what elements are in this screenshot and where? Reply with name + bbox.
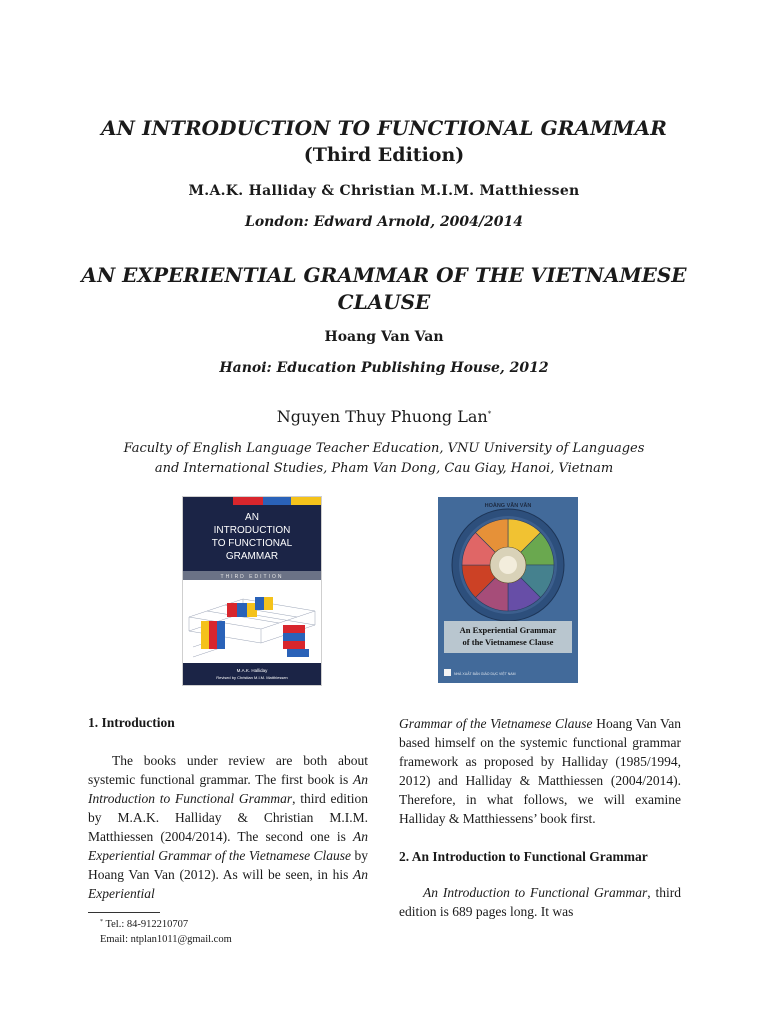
footnote (100, 915, 232, 947)
cover-image-experiential-grammar (438, 497, 578, 683)
affiliation-line2: and International Studies, Pham Van Dong, Cau Giay, Hanoi, Vietnam (154, 461, 614, 476)
left-column (88, 713, 368, 903)
book1-title: AN INTRODUCTION TO FUNCTIONAL GRAMMAR (101, 116, 667, 140)
intro-text-b: An Introduction to Functional Grammar (88, 772, 368, 806)
spacer (399, 828, 681, 847)
right-paragraph (399, 714, 681, 828)
intro-text-e: by Hoang Van Van (2012). As will be seen, in his (88, 848, 369, 882)
footnote-tel (100, 915, 232, 932)
cover2-artwork (438, 497, 578, 683)
footnote-rule (88, 912, 160, 913)
intro-text-d: An Experiential Grammar of the Vietnamese Clause (88, 829, 368, 863)
cover2-title-line1: An Experiential Grammar (459, 625, 557, 635)
section2-paragraph (399, 883, 681, 921)
cover1-reviser: Revised by Christian M.I.M. Matthiessen (216, 675, 288, 680)
cover-image-functional-grammar (182, 496, 322, 686)
cover1-title-line4: GRAMMAR (225, 551, 279, 562)
cover1-title-line2: INTRODUCTION (213, 525, 291, 536)
cover1-edition-band: THIRD EDITION (220, 574, 284, 580)
book2-title (0, 262, 768, 316)
footnote-tel-text: Tel.: 84-912210707 (105, 919, 189, 930)
section2-text-a: An Introduction to Functional Grammar (423, 885, 648, 900)
cover1-title-line1: AN (245, 512, 259, 523)
right-text-b: Hoang Van Van based himself on the systemic functional grammar framework as proposed by Halliday (1985/1994, 2012) and Halliday & Matthiessen (2004/2014). Therefore, in what follows, we will examine Halliday & Matthiessens’ book first. (399, 716, 681, 826)
intro-heading: 1. Introduction (88, 715, 175, 730)
cover2-author: HOÀNG VĂN VÂN (484, 503, 532, 509)
cover1-artwork (183, 497, 321, 685)
book1-edition: (Third Edition) (303, 144, 465, 166)
book2-author: Hoang Van Van (324, 329, 444, 345)
intro-text-f: An Experiential (88, 867, 368, 901)
book1-publisher: London: Edward Arnold, 2004/2014 (245, 214, 523, 230)
reviewer-name (0, 407, 768, 426)
intro-text-a: The books under review are both about systemic functional grammar. The first book is (88, 753, 368, 787)
intro-paragraph (88, 751, 368, 903)
reviewer-footnote-marker: * (487, 410, 492, 418)
footnote-marker: * (100, 919, 103, 925)
cover2-publisher: NHÀ XUẤT BẢN GIÁO DỤC VIỆT NAM (454, 672, 516, 676)
cover1-title-line3: TO FUNCTIONAL (211, 538, 293, 549)
reviewer-name-text: Nguyen Thuy Phuong Lan (276, 407, 488, 426)
spacer (88, 732, 368, 751)
intro-text-c: , third edition by M.A.K. Halliday & Christian M.I.M. Matthiessen (2004/2014). The second one is (88, 791, 368, 844)
book2-title-line1: AN EXPERIENTIAL GRAMMAR OF THE VIETNAMESE (81, 263, 687, 287)
spacer (399, 866, 681, 883)
book2-title-line2: CLAUSE (337, 290, 431, 314)
right-text-a: Grammar of the Vietnamese Clause (399, 716, 593, 731)
right-column (399, 714, 681, 921)
section2-text-b: , third edition is 689 pages long. It was (399, 885, 681, 919)
footnote-email: Email: ntplan1011@gmail.com (100, 934, 232, 945)
cover2-title-line2: of the Vietnamese Clause (462, 637, 554, 647)
section2-heading: 2. An Introduction to Functional Grammar (399, 849, 648, 864)
reviewer-affiliation (0, 439, 768, 479)
book1-authors: M.A.K. Halliday & Christian M.I.M. Matthiessen (188, 183, 580, 199)
book2-publisher: Hanoi: Education Publishing House, 2012 (219, 360, 549, 376)
affiliation-line1: Faculty of English Language Teacher Education, VNU University of Languages (123, 441, 645, 456)
cover1-author: M.A.K. Halliday (236, 668, 268, 673)
